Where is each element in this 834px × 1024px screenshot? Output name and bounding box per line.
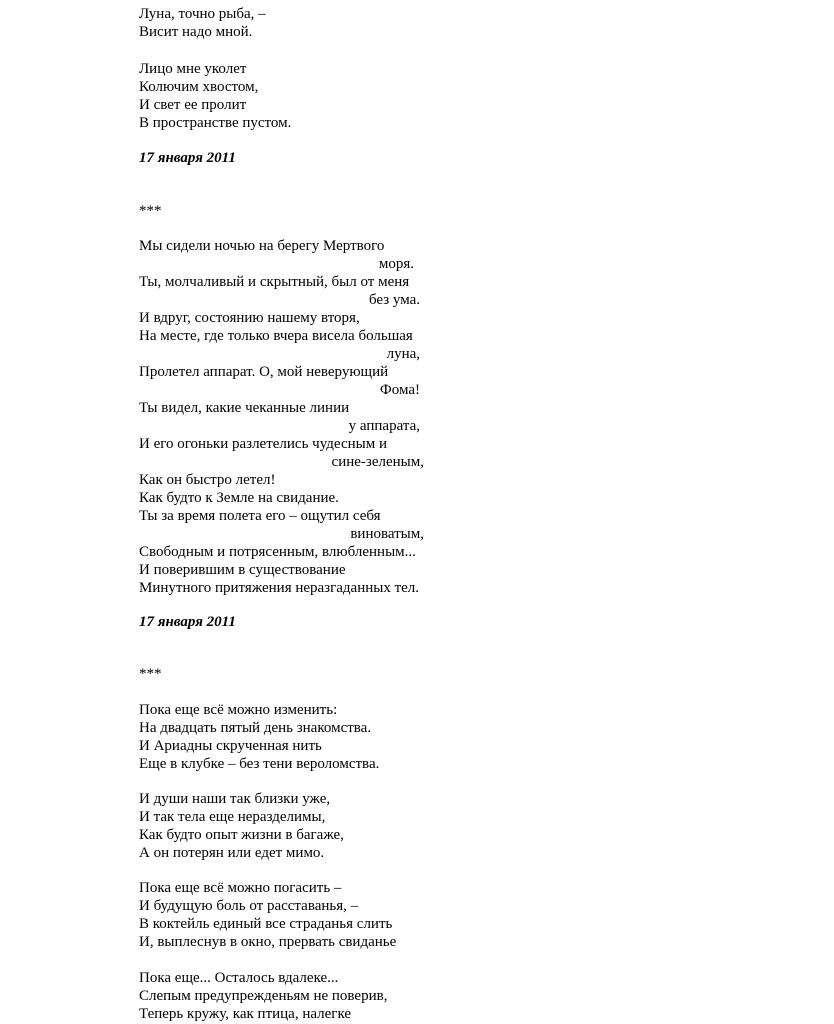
- poem2-line-16: Ты за время полета его – ощутил себя: [139, 508, 381, 524]
- poem1-date: 17 января 2011: [139, 150, 236, 166]
- poem2-date: 17 января 2011: [139, 614, 236, 630]
- poem2-line-13: сине-зеленым,: [331, 454, 424, 470]
- poem3-line-9: Пока еще всё можно погасить –: [139, 880, 342, 896]
- poem2-line-4: без ума.: [368, 292, 420, 308]
- poem2-line-12: И его огоньки разлетелись чудесным и: [139, 436, 387, 452]
- poem2-line-1: Мы сидели ночью на берегу Мертвого: [139, 238, 385, 254]
- poem2-line-6: На месте, где только вчера висела большая: [139, 328, 413, 344]
- poem3-line-13: Пока еще... Осталось вдалеке...: [139, 970, 339, 986]
- poem1-line-6: В пространстве пустом.: [139, 115, 292, 131]
- poem3-line-7: Как будто опыт жизни в багаже,: [139, 827, 344, 843]
- poem3-line-2: На двадцать пятый день знакомства.: [139, 720, 372, 736]
- poem3-line-4: Еще в клубке – без тени вероломства.: [139, 756, 380, 772]
- poem2-line-20: Минутного притяжения неразгаданных тел.: [139, 580, 420, 596]
- poem3-line-11: В коктейль единый все страданья слить: [139, 916, 393, 932]
- poem2-line-9: Фома!: [379, 382, 420, 398]
- poem3-line-6: И так тела еще неразделимы,: [139, 809, 326, 825]
- poem2-line-5: И вдруг, состоянию нашему вторя,: [139, 310, 360, 326]
- poem2-line-2: моря.: [378, 256, 414, 272]
- poem3-line-8: А он потерян или едет мимо.: [139, 845, 325, 861]
- poem1-line-2: Висит надо мной.: [139, 24, 253, 40]
- poem2-line-18: Свободным и потрясенным, влюбленным...: [139, 544, 416, 560]
- poem3-line-1: Пока еще всё можно изменить:: [139, 702, 338, 718]
- poem2-separator: ***: [139, 203, 162, 219]
- poem1-line-5: И свет ее пролит: [139, 97, 247, 113]
- poem2-line-17: виноватым,: [350, 526, 424, 542]
- poem2-line-7: луна,: [386, 346, 420, 362]
- poem1-line-3: Лицо мне уколет: [139, 61, 247, 77]
- poem2-line-11: у аппарата,: [348, 418, 420, 434]
- poem2-line-14: Как он быстро летел!: [139, 472, 276, 488]
- poem3-line-14: Слепым предупрежденьям не поверив,: [139, 988, 388, 1004]
- poem2-line-10: Ты видел, какие чеканные линии: [139, 400, 350, 416]
- poem3-line-3: И Ариадны скрученная нить: [139, 738, 322, 754]
- poem2-line-15: Как будто к Земле на свидание.: [139, 490, 339, 506]
- poem3-line-12: И, выплеснув в окно, прервать свиданье: [139, 934, 397, 950]
- poem3-separator: ***: [139, 666, 162, 682]
- poem3-line-15: Теперь кружу, как птица, налегке: [139, 1006, 352, 1022]
- poem2-line-19: И поверившим в существование: [139, 562, 346, 578]
- poem3-line-10: И будущую боль от расставанья, –: [139, 898, 359, 914]
- poem1-line-1: Луна, точно рыба, –: [139, 6, 266, 22]
- poem2-line-8: Пролетел аппарат. О, мой неверующий: [139, 364, 389, 380]
- poem1-line-4: Колючим хвостом,: [139, 79, 259, 95]
- poem3-line-5: И души наши так близки уже,: [139, 791, 331, 807]
- poem2-line-3: Ты, молчаливый и скрытный, был от меня: [139, 274, 410, 290]
